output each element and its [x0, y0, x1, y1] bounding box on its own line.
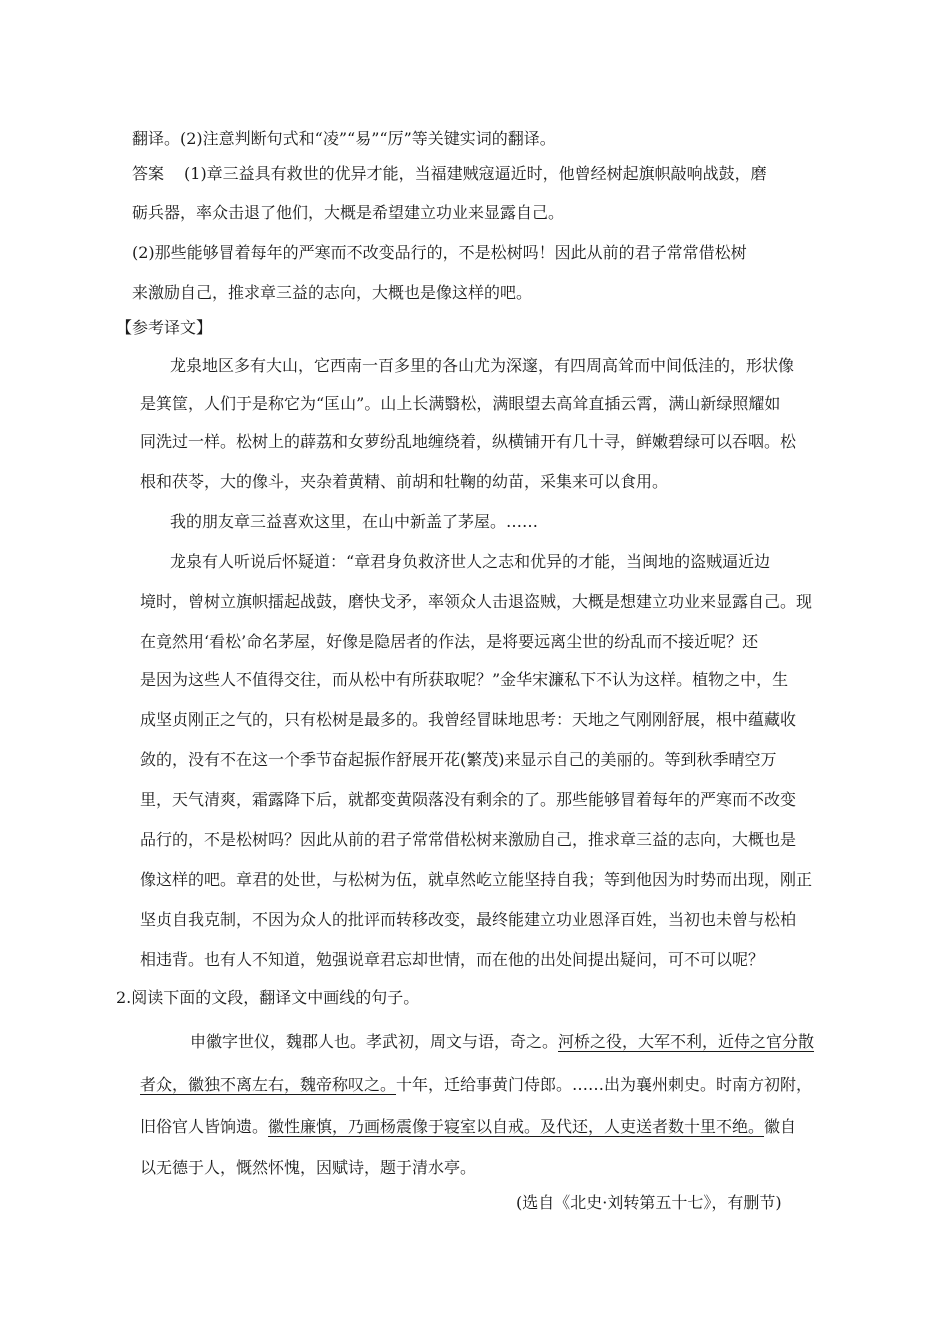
passage-text: 申徽字世仪，魏郡人也。孝武初，周文与语，奇之。	[190, 1032, 559, 1051]
reference-line: 同洗过一样。松树上的薜荔和女萝纷乱地缠绕着，纵横铺开有几十寻，鲜嫩碧绿可以吞咽。松	[140, 432, 797, 451]
reference-line: 我的朋友章三益喜欢这里，在山中新盖了茅屋。……	[170, 512, 539, 531]
reference-line: 龙泉有人听说后怀疑道：“章君身负救济世人之志和优异的才能，当闽地的盗贼逼近边	[170, 552, 771, 571]
reference-line: 相违背。也有人不知道，勉强说章君忘却世情，而在他的出处间提出疑问，可不可以呢？	[140, 950, 765, 969]
reference-line: 在竟然用‘看松’命名茅屋，好像是隐居者的作法，是将要远离尘世的纷乱而不接近呢？还	[140, 632, 759, 651]
underlined-sentence: 徽性廉慎，乃画杨震像于寝室以自戒。及代还，人吏送者数十里不绝。	[268, 1117, 765, 1136]
reference-line: 成坚贞刚正之气的，只有松树是最多的。我曾经冒昧地思考：天地之气刚刚舒展，根中蕴藏收	[140, 710, 797, 729]
question-prompt: 2.阅读下面的文段，翻译文中画线的句子。	[116, 988, 420, 1007]
answer-line-3: (2)那些能够冒着每年的严寒而不改变品行的，不是松树吗！因此从前的君子常常借松树	[132, 243, 747, 262]
reference-line: 境时，曾树立旗帜擂起战鼓，磨快戈矛，率领众人击退盗贼，大概是想建立功业来显露自己。现	[140, 592, 813, 611]
passage-line-2	[140, 1075, 812, 1095]
source-citation: (选自《北史·刘转第五十七》，有删节)	[516, 1193, 782, 1212]
reference-line: 是箕筐，人们于是称它为“匡山”。山上长满翳松，满眼望去高耸直插云霄，满山新绿照耀如	[140, 394, 781, 413]
reference-line: 像这样的吧。章君的处世，与松树为伍，就卓然屹立能坚持自我；等到他因为时势而出现，刚正	[140, 870, 813, 889]
passage-text: 徽自	[764, 1117, 797, 1136]
analysis-line: 翻译。(2)注意判断句式和“凌”“易”“厉”等关键实词的翻译。	[132, 129, 556, 148]
reference-line: 敛的，没有不在这一个季节奋起振作舒展开花(繁茂)来显示自己的美丽的。等到秋季晴空万	[140, 750, 777, 769]
answer-line-2: 砺兵器，率众击退了他们，大概是希望建立功业来显露自己。	[132, 203, 565, 222]
answer-label: 答案	[132, 164, 165, 183]
reference-line: 根和茯苓，大的像斗，夹杂着黄精、前胡和牡鞠的幼苗，采集来可以食用。	[140, 472, 669, 491]
passage-line-3	[140, 1117, 796, 1137]
passage-line-1	[190, 1032, 814, 1052]
reference-line: 龙泉地区多有大山，它西南一百多里的各山尤为深邃，有四周高耸而中间低洼的，形状像	[170, 356, 795, 375]
passage-text: 旧俗官人皆饷遗。	[140, 1117, 269, 1136]
answer-line-4: 来激励自己，推求章三益的志向，大概也是像这样的吧。	[132, 283, 533, 302]
underlined-sentence: 者众，徽独不离左右，魏帝称叹之。	[140, 1075, 397, 1094]
passage-line-4: 以无德于人，慨然怀愧，因赋诗，题于清水亭。	[140, 1158, 477, 1177]
reference-line: 坚贞自我克制，不因为众人的批评而转移改变，最终能建立功业恩泽百姓，当初也未曾与松柏	[140, 910, 797, 929]
answer-text: (1)章三益具有救世的优异才能，当福建贼寇逼近时，他曾经树起旗帜敲响战鼓，磨	[184, 164, 767, 183]
reference-line: 是因为这些人不值得交往，而从松中有所获取呢？”金华宋濂私下不认为这样。植物之中，生	[140, 670, 789, 689]
reference-line: 里，天气清爽，霜露降下后，就都变黄陨落没有剩余的了。那些能够冒着每年的严寒而不改变	[140, 790, 797, 809]
reference-line: 品行的，不是松树吗？因此从前的君子常常借松树来激励自己，推求章三益的志向，大概也是	[140, 830, 797, 849]
answer-line-1	[132, 164, 767, 184]
passage-text: 十年，迁给事黄门侍郎。……出为襄州刺史。时南方初附，	[396, 1075, 813, 1094]
underlined-sentence: 河桥之役，大军不利，近侍之官分散	[558, 1032, 815, 1051]
reference-heading: 【参考译文】	[116, 318, 213, 337]
